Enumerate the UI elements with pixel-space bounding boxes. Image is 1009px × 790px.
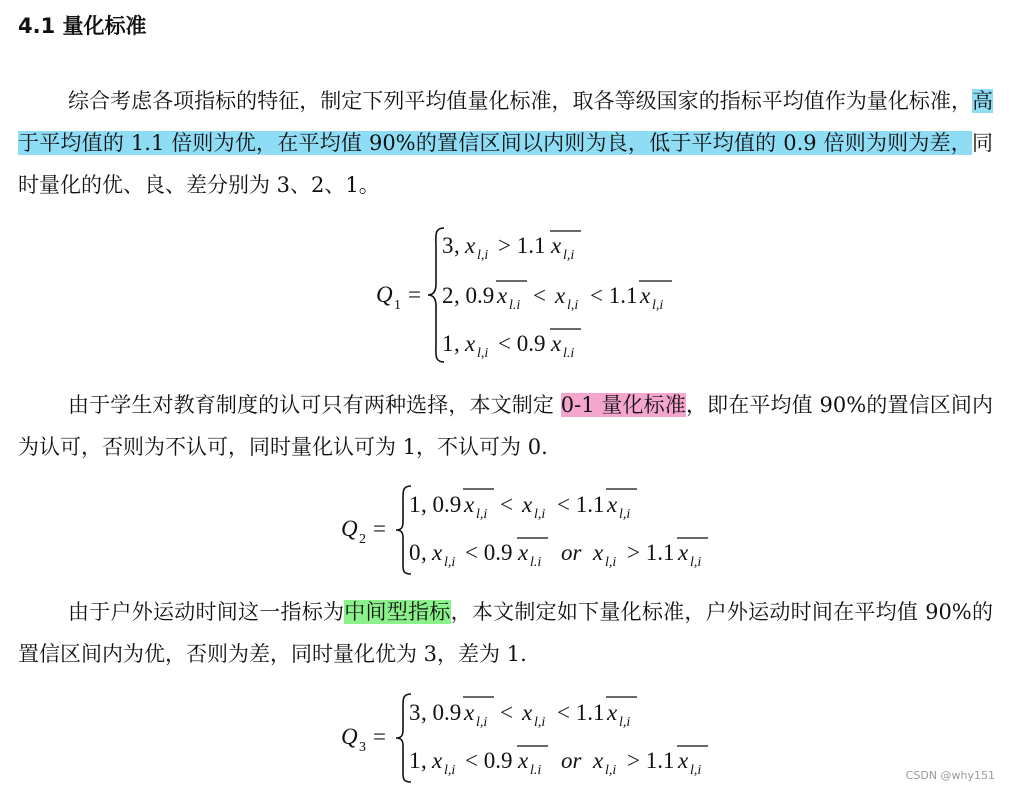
svg-text:=: = xyxy=(373,516,386,541)
eq1-line3-value: 1 xyxy=(442,331,454,356)
eq2-lhs: Q xyxy=(341,516,358,541)
svg-text:,: , xyxy=(421,540,427,565)
eq3-lhs-sub: 3 xyxy=(359,740,366,755)
svg-text:<: < xyxy=(500,492,513,517)
svg-text:,: , xyxy=(454,233,460,258)
svg-text:x: x xyxy=(593,540,604,565)
svg-text:x: x xyxy=(518,540,529,565)
watermark: CSDN @why151 xyxy=(905,769,995,782)
svg-text:l,i: l,i xyxy=(567,298,579,313)
svg-text:x: x xyxy=(432,540,443,565)
svg-text:x: x xyxy=(593,748,604,773)
paragraph-3-text-a: 由于户外运动时间这一指标为 xyxy=(68,600,345,624)
svg-text:< 0.9: < 0.9 xyxy=(465,540,513,565)
svg-text:l,i: l,i xyxy=(619,715,631,730)
svg-text:l.i: l.i xyxy=(530,763,542,778)
equation-q2 xyxy=(335,480,725,580)
svg-text:x: x xyxy=(464,492,475,517)
svg-text:l,i: l,i xyxy=(477,248,489,263)
svg-text:x: x xyxy=(522,700,533,725)
svg-text:x: x xyxy=(497,283,508,308)
svg-text:x: x xyxy=(522,492,533,517)
svg-text:x: x xyxy=(678,748,689,773)
eq3-line1-value: 3 xyxy=(409,700,421,725)
eq2-or: or xyxy=(561,540,582,565)
svg-text:l,i: l,i xyxy=(619,507,631,522)
svg-text:,: , xyxy=(421,748,427,773)
eq1-line2-value: 2 xyxy=(442,283,454,308)
svg-text:x: x xyxy=(607,700,618,725)
paragraph-3-text-b: ，本文制定如下量化标准，户外运动时间在平均值 90%的置信区间内为优，否则为差，同时量化优为 3，差为 1. xyxy=(18,600,994,666)
eq1-lhs: Q xyxy=(376,282,393,307)
svg-text:x: x xyxy=(640,283,651,308)
eq2-line1-value: 1 xyxy=(409,492,421,517)
paragraph-3-highlight: 中间型指标 xyxy=(344,600,451,624)
svg-text:x: x xyxy=(551,233,562,258)
paragraph-1 xyxy=(18,80,993,206)
svg-text:l,i: l,i xyxy=(690,555,702,570)
svg-text:<: < xyxy=(533,283,546,308)
paragraph-1-text-a: 综合考虑各项指标的特征，制定下列平均值量化标准，取各等级国家的指标平均值作为量化标准， xyxy=(68,89,972,113)
paragraph-2-text-a: 由于学生对教育制度的认可只有两种选择，本文制定 xyxy=(68,393,561,417)
paragraph-3 xyxy=(18,591,993,675)
svg-text:x: x xyxy=(465,233,476,258)
svg-text:, 0.9: , 0.9 xyxy=(454,283,495,308)
svg-text:l,i: l,i xyxy=(605,555,617,570)
svg-text:l,i: l,i xyxy=(476,715,488,730)
svg-text:, 0.9: , 0.9 xyxy=(421,492,462,517)
paragraph-2-text-b: ，即在平均值 90%的置信区间内为认可，否则为不认可，同时量化认可为 1，不认可为 0. xyxy=(18,393,993,459)
eq2-line2-value: 0 xyxy=(409,540,421,565)
svg-text:< 1.1: < 1.1 xyxy=(590,283,638,308)
eq3-or: or xyxy=(561,748,582,773)
svg-text:<: < xyxy=(500,700,513,725)
svg-text:l,i: l,i xyxy=(652,298,664,313)
svg-text:l,i: l,i xyxy=(444,555,456,570)
svg-text:l,i: l,i xyxy=(476,507,488,522)
eq1-lhs-sub: 1 xyxy=(394,298,401,313)
paragraph-2 xyxy=(18,384,993,468)
eq1-line1-value: 3 xyxy=(442,233,454,258)
svg-text:l,i: l,i xyxy=(477,346,489,361)
svg-text:l,i: l,i xyxy=(690,763,702,778)
svg-text:l,i: l,i xyxy=(534,507,546,522)
svg-text:x: x xyxy=(607,492,618,517)
svg-text:=: = xyxy=(408,282,421,307)
svg-text:l,i: l,i xyxy=(534,715,546,730)
svg-text:> 1.1: > 1.1 xyxy=(627,748,675,773)
eq3-lhs: Q xyxy=(341,724,358,749)
svg-text:l.i: l.i xyxy=(509,298,521,313)
svg-text:< 1.1: < 1.1 xyxy=(557,700,605,725)
svg-text:x: x xyxy=(551,331,562,356)
svg-text:x: x xyxy=(464,700,475,725)
equation-q1 xyxy=(370,222,690,368)
equation-q3 xyxy=(335,688,725,788)
svg-text:< 0.9: < 0.9 xyxy=(498,331,546,356)
svg-text:, 0.9: , 0.9 xyxy=(421,700,462,725)
svg-text:x: x xyxy=(518,748,529,773)
svg-text:l,i: l,i xyxy=(605,763,617,778)
svg-text:l.i: l.i xyxy=(563,346,575,361)
paragraph-1-text-b: 同时量化的优、良、差分别为 3、2、1。 xyxy=(18,131,993,197)
paragraph-1-highlight: 高于平均值的 1.1 倍则为优，在平均值 90%的置信区间以内则为良，低于平均值的 0.9 倍则为则为差， xyxy=(18,89,993,155)
svg-text:l.i: l.i xyxy=(530,555,542,570)
paragraph-2-highlight: 0-1 量化标准 xyxy=(560,393,686,417)
svg-text:> 1.1: > 1.1 xyxy=(498,233,546,258)
svg-text:x: x xyxy=(555,283,566,308)
eq3-line2-value: 1 xyxy=(409,748,421,773)
svg-text:> 1.1: > 1.1 xyxy=(627,540,675,565)
svg-text:x: x xyxy=(465,331,476,356)
svg-text:=: = xyxy=(373,724,386,749)
eq2-lhs-sub: 2 xyxy=(359,532,366,547)
svg-text:< 0.9: < 0.9 xyxy=(465,748,513,773)
svg-text:< 1.1: < 1.1 xyxy=(557,492,605,517)
svg-text:x: x xyxy=(432,748,443,773)
svg-text:l,i: l,i xyxy=(563,248,575,263)
svg-text:x: x xyxy=(678,540,689,565)
svg-text:l,i: l,i xyxy=(444,763,456,778)
section-heading: 4.1 量化标准 xyxy=(18,14,147,38)
svg-text:,: , xyxy=(454,331,460,356)
